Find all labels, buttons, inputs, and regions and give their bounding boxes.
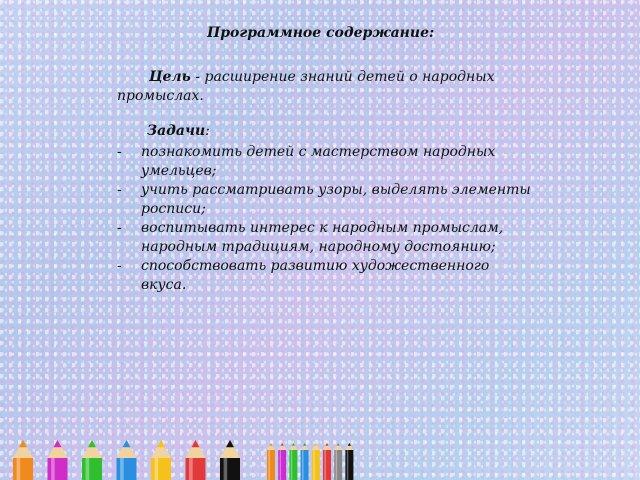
tasks-colon: : [205,123,210,139]
list-item: - учить рассматривать узоры, выделять элементы росписи; [117,181,537,219]
goal-text: - расширение знаний детей о народных промыслах. [117,69,495,104]
pencil-small [334,443,342,480]
tasks-label: Задачи [147,123,206,139]
pencil-large [220,440,240,480]
pencil-large [186,440,206,480]
pencil-small [267,443,275,480]
pencil-small [345,443,353,480]
pencil-large [117,440,137,480]
list-item: - способствовать развитию художественного вкуса. [117,257,537,295]
list-item: - воспитывать интерес к народным промыслам, народным традициям, народному достоянию; [117,219,537,257]
pencil-small [278,443,286,480]
pencil-large [151,440,171,480]
pencil-small [301,443,309,480]
pencils-decoration [0,435,640,480]
tasks-heading [147,123,210,139]
task-list [117,143,537,295]
page-title: Программное содержание: [207,25,435,41]
list-item: - познакомить детей с мастерством народных умельцев; [117,143,537,181]
pencil-large [13,440,33,480]
pencil-small [289,443,297,480]
pencil-small [312,443,320,480]
pencil-large [48,440,68,480]
goal-paragraph [117,68,537,106]
goal-label: Цель [149,69,191,85]
pencil-small [323,443,331,480]
pencil-large [82,440,102,480]
